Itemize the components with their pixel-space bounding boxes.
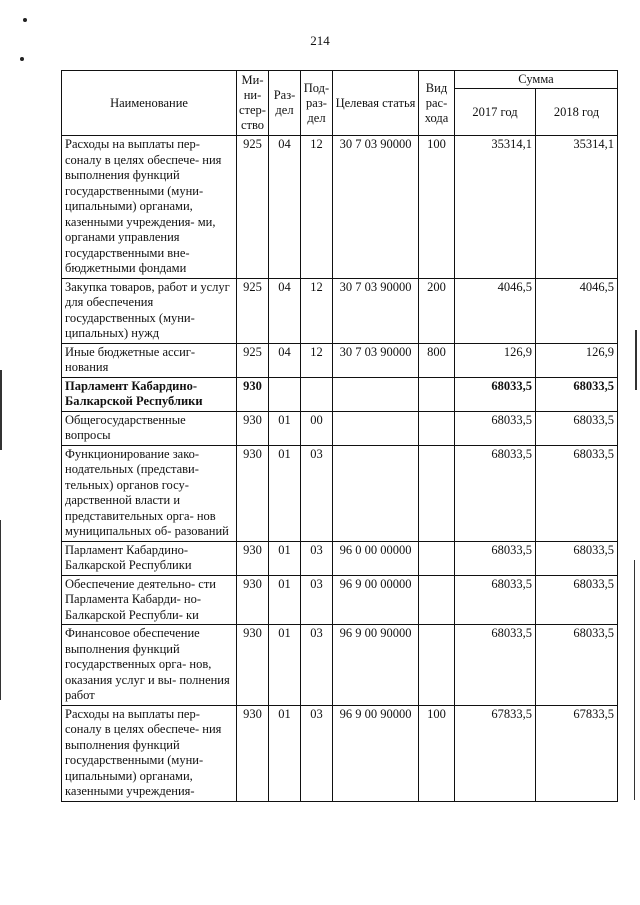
header-name: Наименование [62, 71, 237, 136]
row-section: 01 [269, 411, 301, 445]
row-expense-type: 800 [419, 343, 455, 377]
row-target: 30 7 03 90000 [333, 343, 419, 377]
row-sum-2018: 4046,5 [536, 278, 618, 343]
row-ministry: 930 [237, 705, 269, 801]
row-ministry: 925 [237, 136, 269, 279]
row-name: Расходы на выплаты пер- соналу в целях обеспече- ния выполнения функций государственными (муни- ципальными) органами, казенными учреждения- ми, органами управления государственными вне- бюджетными фондами [62, 136, 237, 279]
row-sum-2017: 68033,5 [455, 411, 536, 445]
row-sum-2018: 68033,5 [536, 541, 618, 575]
row-sum-2018: 68033,5 [536, 411, 618, 445]
row-target: 96 9 00 90000 [333, 705, 419, 801]
table-row [62, 705, 618, 801]
row-subsection: 12 [301, 278, 333, 343]
scan-edge-mark [634, 560, 635, 800]
row-sum-2017: 126,9 [455, 343, 536, 377]
row-sum-2018: 67833,5 [536, 705, 618, 801]
row-target: 96 9 00 00000 [333, 575, 419, 625]
row-ministry: 930 [237, 541, 269, 575]
row-name: Финансовое обеспечение выполнения функций государственных орга- нов, оказания услуг и вы- полнения работ [62, 625, 237, 706]
row-subsection: 03 [301, 541, 333, 575]
row-ministry: 930 [237, 377, 269, 411]
row-section: 01 [269, 541, 301, 575]
row-ministry: 930 [237, 445, 269, 541]
row-section: 01 [269, 575, 301, 625]
table-row [62, 377, 618, 411]
row-ministry: 925 [237, 343, 269, 377]
row-sum-2018: 35314,1 [536, 136, 618, 279]
row-expense-type [419, 575, 455, 625]
row-sum-2018: 68033,5 [536, 575, 618, 625]
table-row [62, 445, 618, 541]
scan-speck [20, 57, 24, 61]
row-subsection: 12 [301, 136, 333, 279]
row-name: Общегосударственные вопросы [62, 411, 237, 445]
row-sum-2017: 67833,5 [455, 705, 536, 801]
row-ministry: 925 [237, 278, 269, 343]
row-section: 04 [269, 343, 301, 377]
row-expense-type [419, 625, 455, 706]
table-body [62, 136, 618, 802]
table-row [62, 343, 618, 377]
table-row [62, 575, 618, 625]
row-expense-type [419, 445, 455, 541]
row-sum-2018: 68033,5 [536, 625, 618, 706]
row-target: 96 9 00 90000 [333, 625, 419, 706]
row-subsection: 03 [301, 705, 333, 801]
row-expense-type: 100 [419, 136, 455, 279]
scan-edge-mark [0, 370, 2, 450]
row-subsection [301, 377, 333, 411]
row-name: Функционирование зако- нодательных (представи- тельных) органов госу- дарственной власти и представительных орга- нов муниципальных об- разований [62, 445, 237, 541]
row-target [333, 445, 419, 541]
row-ministry: 930 [237, 625, 269, 706]
row-sum-2017: 68033,5 [455, 445, 536, 541]
row-expense-type [419, 411, 455, 445]
row-section: 01 [269, 445, 301, 541]
row-section [269, 377, 301, 411]
row-section: 04 [269, 278, 301, 343]
scan-edge-mark [0, 520, 1, 700]
row-target: 96 0 00 00000 [333, 541, 419, 575]
row-name: Закупка товаров, работ и услуг для обеспечения государственных (муни- ципальных) нужд [62, 278, 237, 343]
row-sum-2017: 68033,5 [455, 625, 536, 706]
budget-table [61, 70, 618, 802]
row-target [333, 377, 419, 411]
row-subsection: 00 [301, 411, 333, 445]
row-target: 30 7 03 90000 [333, 136, 419, 279]
table-row [62, 625, 618, 706]
header-target: Целевая статья [333, 71, 419, 136]
row-section: 01 [269, 625, 301, 706]
row-name: Расходы на выплаты пер- соналу в целях обеспече- ния выполнения функций государственными (муни- ципальными) органами, казенными учреждения- [62, 705, 237, 801]
row-name: Обеспечение деятельно- сти Парламента Кабарди- но-Балкарской Республи- ки [62, 575, 237, 625]
scan-speck [23, 18, 27, 22]
table-row [62, 136, 618, 279]
row-sum-2017: 68033,5 [455, 541, 536, 575]
header-subsection: Под- раз- дел [301, 71, 333, 136]
row-section: 04 [269, 136, 301, 279]
row-subsection: 03 [301, 575, 333, 625]
row-section: 01 [269, 705, 301, 801]
row-expense-type: 200 [419, 278, 455, 343]
table-row [62, 541, 618, 575]
row-subsection: 03 [301, 445, 333, 541]
header-section: Раз- дел [269, 71, 301, 136]
table-row [62, 411, 618, 445]
header-sum: Сумма [455, 71, 618, 89]
row-sum-2017: 68033,5 [455, 377, 536, 411]
row-subsection: 03 [301, 625, 333, 706]
row-sum-2017: 68033,5 [455, 575, 536, 625]
row-sum-2018: 68033,5 [536, 445, 618, 541]
row-name: Иные бюджетные ассиг- нования [62, 343, 237, 377]
row-ministry: 930 [237, 411, 269, 445]
header-year-2017: 2017 год [455, 89, 536, 136]
row-subsection: 12 [301, 343, 333, 377]
row-sum-2018: 68033,5 [536, 377, 618, 411]
row-expense-type: 100 [419, 705, 455, 801]
row-name: Парламент Кабардино- Балкарской Республики [62, 541, 237, 575]
scan-edge-mark [635, 330, 637, 390]
page-number: 214 [310, 33, 330, 48]
row-expense-type [419, 377, 455, 411]
row-target: 30 7 03 90000 [333, 278, 419, 343]
row-ministry: 930 [237, 575, 269, 625]
row-sum-2018: 126,9 [536, 343, 618, 377]
header-ministry: Ми- ни- стер- ство [237, 71, 269, 136]
row-target [333, 411, 419, 445]
row-sum-2017: 35314,1 [455, 136, 536, 279]
header-year-2018: 2018 год [536, 89, 618, 136]
table-row [62, 278, 618, 343]
row-expense-type [419, 541, 455, 575]
row-name: Парламент Кабардино- Балкарской Республики [62, 377, 237, 411]
header-expense-type: Вид рас- хода [419, 71, 455, 136]
row-sum-2017: 4046,5 [455, 278, 536, 343]
